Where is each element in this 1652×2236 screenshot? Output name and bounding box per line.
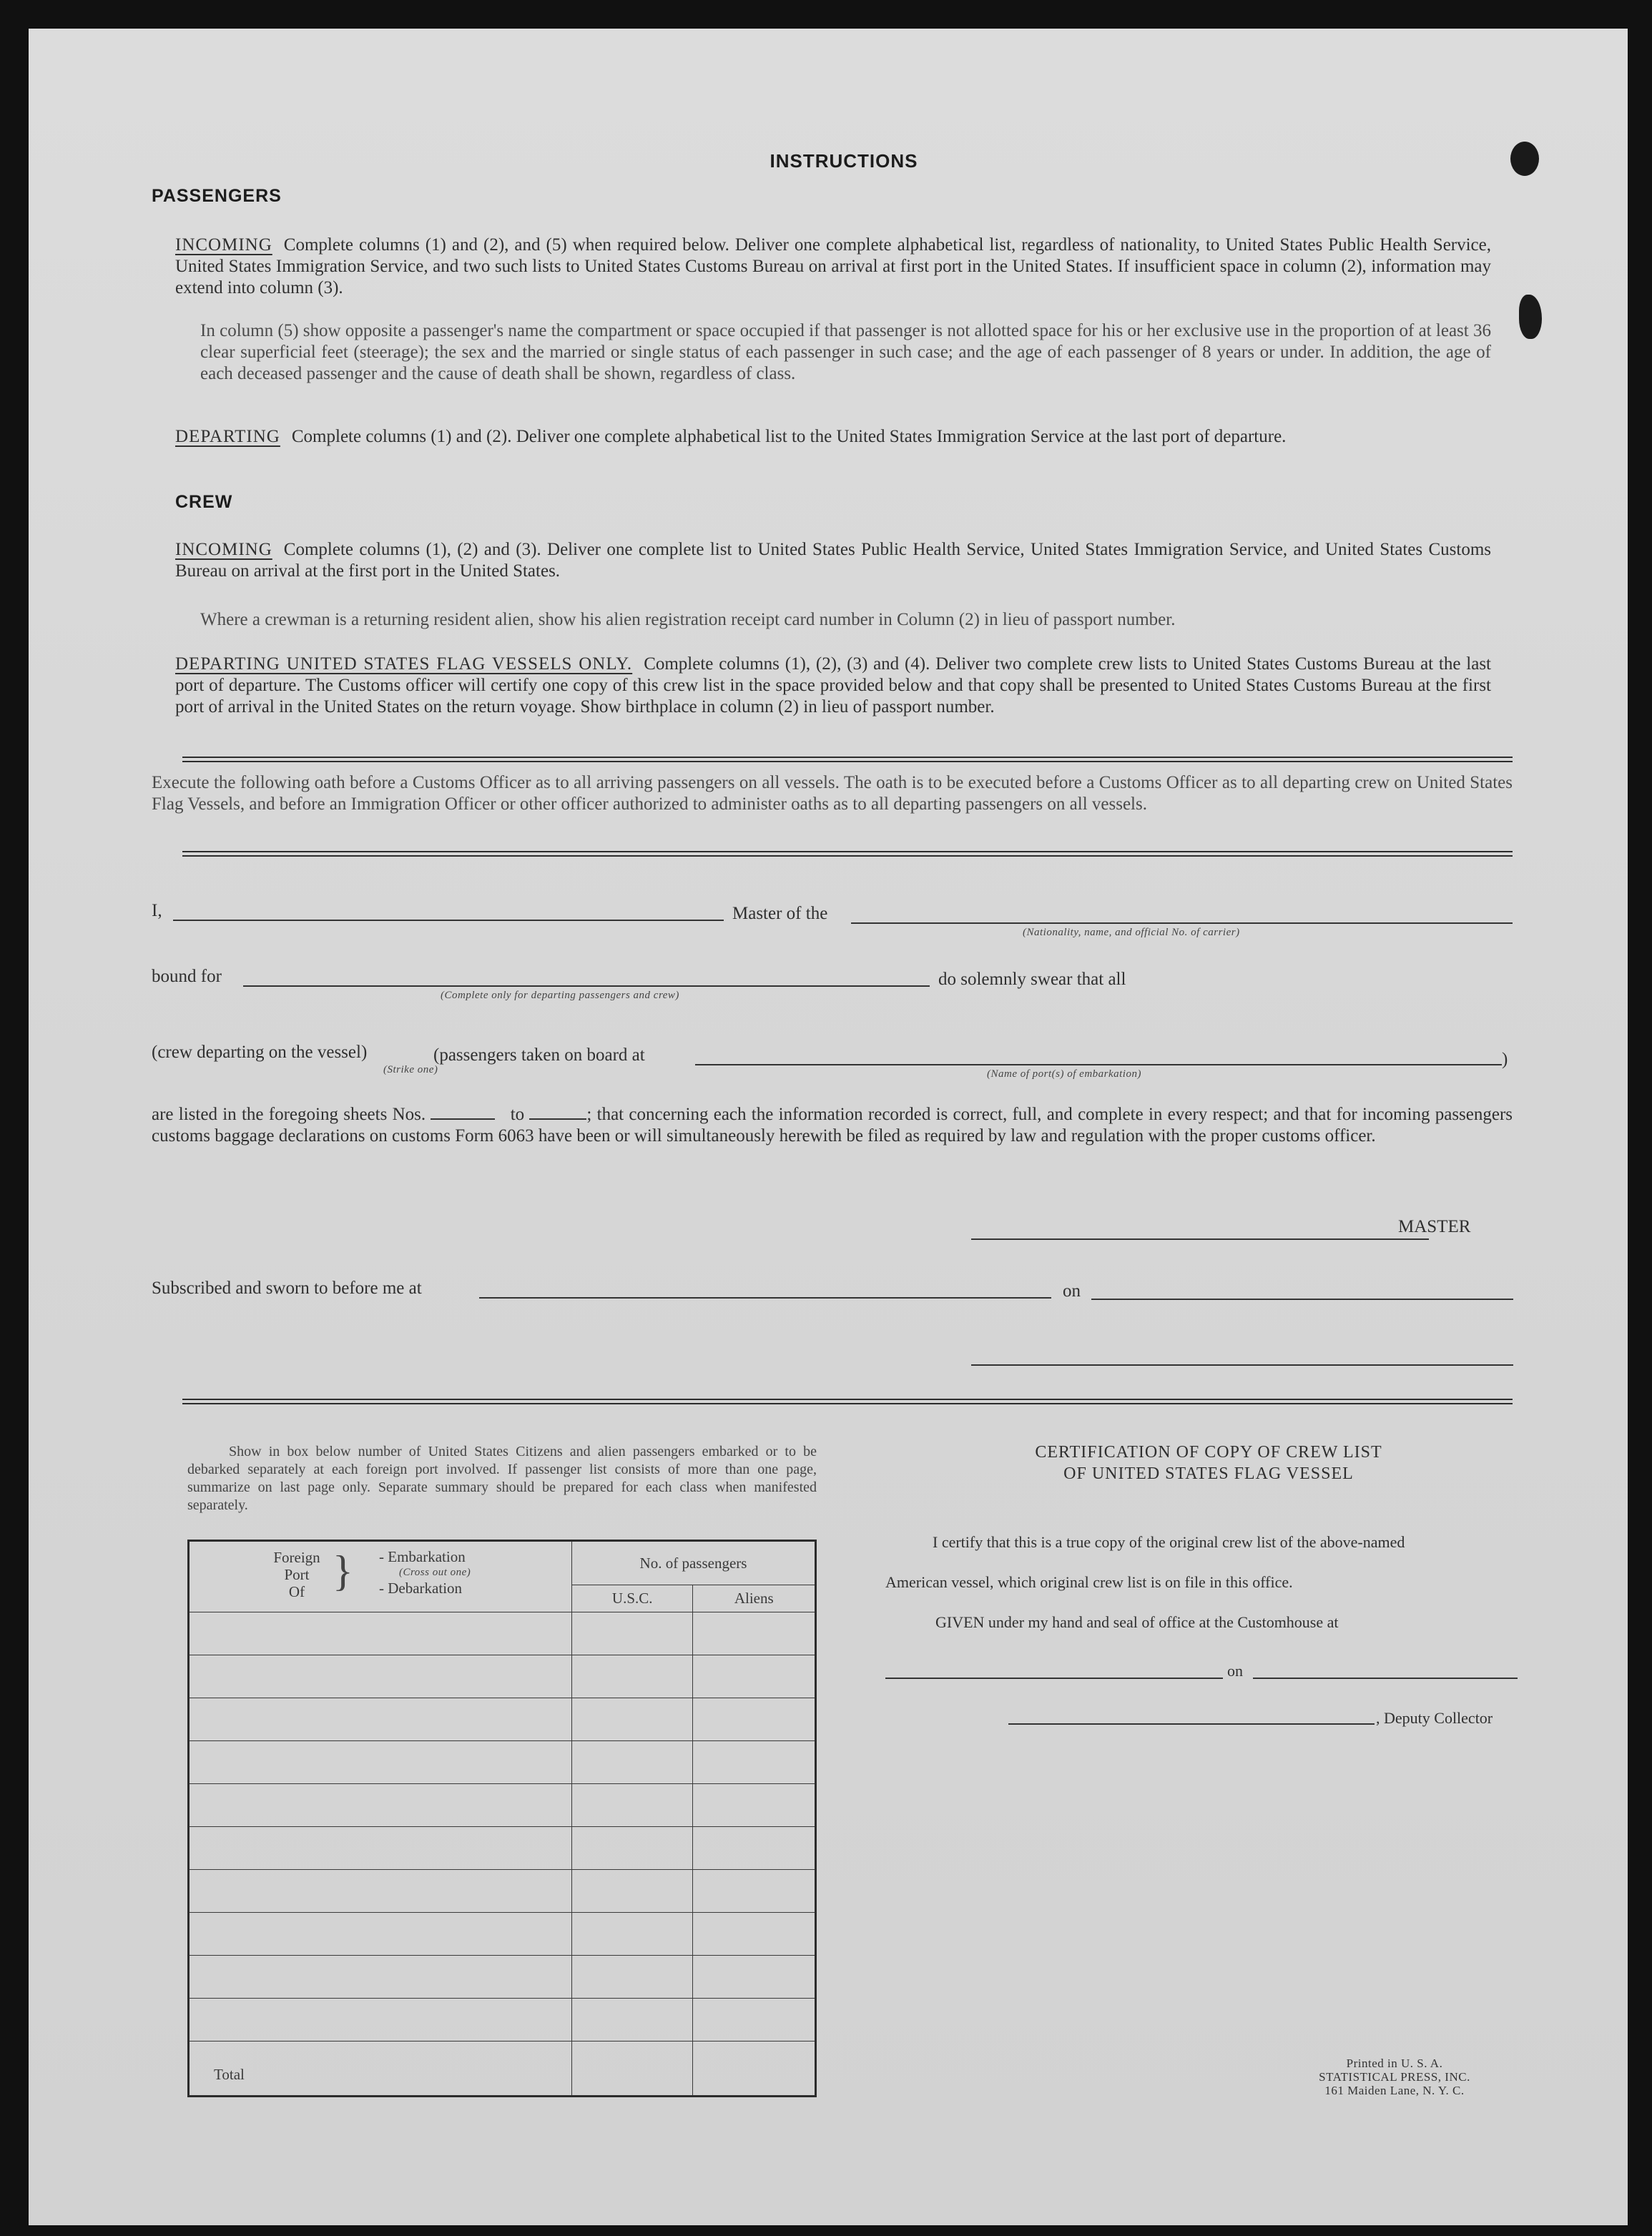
divider-rule bbox=[182, 851, 1513, 852]
certify-line3: GIVEN under my hand and seal of office at the Customhouse at bbox=[935, 1613, 1339, 1631]
crew-heading: CREW bbox=[175, 492, 233, 512]
master-label: MASTER bbox=[1398, 1217, 1471, 1236]
summary-instruction: Show in box below number of United States Citizens and alien passengers embarked or to be debarked separately at each foreign port involved. If passenger list consists of more than one page, summarize on last page only. Separate summary should be prepared for each class when manifested separately. bbox=[187, 1444, 817, 1513]
divider-rule bbox=[182, 757, 1513, 758]
passengers-incoming-paragraph bbox=[175, 235, 1491, 299]
passengers-incoming-text: Complete columns (1) and (2), and (5) when required below. Deliver one complete alphabetical list, regardless of nationality, to United States Public Health Service, United States Immigration Service, and two such lists to United States Customs Bureau on arrival at first port in the United States. If insufficient space in column (2), information may extend into column (3). bbox=[175, 235, 1491, 297]
crew-incoming-note: Where a crewman is a returning resident alien, show his alien registration receipt card number in Column (2) in lieu of passport number. bbox=[200, 610, 1176, 629]
usc-cell[interactable] bbox=[571, 1999, 693, 2042]
usc-cell[interactable] bbox=[571, 1612, 693, 1655]
aliens-total-cell[interactable] bbox=[693, 2042, 816, 2097]
embarkation-option[interactable]: - Embarkation bbox=[379, 1548, 466, 1565]
certification-title bbox=[951, 1442, 1466, 1484]
port-cell[interactable] bbox=[189, 1612, 572, 1655]
officer-signature-field[interactable] bbox=[971, 1364, 1513, 1366]
cross-out-caption: (Cross out one) bbox=[399, 1567, 471, 1578]
ink-blot bbox=[1519, 295, 1542, 339]
port-cell[interactable] bbox=[189, 1999, 572, 2042]
crew-incoming-text: Complete columns (1), (2) and (3). Deliver one complete list to United States Public Health Service, United States Immigration Service, and United States Customs Bureau on arrival at the first port in the United States. bbox=[175, 540, 1491, 581]
usc-cell[interactable] bbox=[571, 1784, 693, 1827]
certify-date-field[interactable] bbox=[1253, 1678, 1518, 1679]
oath-instruction: Execute the following oath before a Customs Officer as to all arriving passengers on all vessels. The oath is to be executed before a Customs Officer as to all departing crew on United States Flag Vessels, and before an Immigration Officer or other officer authorized to administer oaths as to all departing passengers on all vessels. bbox=[152, 773, 1513, 814]
port-cell[interactable] bbox=[189, 1784, 572, 1827]
usc-cell[interactable] bbox=[571, 1870, 693, 1913]
nationality-caption: (Nationality, name, and official No. of carrier) bbox=[1023, 927, 1240, 938]
port-cell[interactable] bbox=[189, 1698, 572, 1741]
aliens-cell[interactable] bbox=[693, 1698, 816, 1741]
oath-statement: are listed in the foregoing sheets Nos. to ; that concerning each the information recorded is correct, full, and complete in every respect; and that for incoming passengers customs baggage declarations on customs Form 6063 have been or will simultaneously herewith be filed as required by law and regulation with the proper customs officer. bbox=[152, 1105, 1513, 1146]
aliens-cell[interactable] bbox=[693, 1612, 816, 1655]
sworn-date-field[interactable] bbox=[1091, 1299, 1513, 1300]
debarkation-option[interactable]: - Debarkation bbox=[379, 1580, 463, 1597]
crew-incoming-label: INCOMING bbox=[175, 540, 272, 559]
port-label: Port bbox=[284, 1566, 310, 1583]
brace-icon: } bbox=[333, 1547, 353, 1595]
usc-cell[interactable] bbox=[571, 1741, 693, 1784]
ink-blot bbox=[1510, 142, 1539, 176]
bound-for-field[interactable] bbox=[243, 985, 930, 987]
bound-for-caption: (Complete only for departing passengers and crew) bbox=[441, 990, 679, 1001]
carrier-field[interactable] bbox=[851, 922, 1513, 924]
aliens-cell[interactable] bbox=[693, 1827, 816, 1870]
certify-line1: I certify that this is a true copy of the original crew list of the above-named bbox=[933, 1533, 1405, 1551]
port-header-cell bbox=[189, 1541, 572, 1612]
certify-on-label: on bbox=[1227, 1662, 1243, 1680]
usc-cell[interactable] bbox=[571, 1655, 693, 1698]
divider-rule bbox=[182, 761, 1513, 762]
page-title: INSTRUCTIONS bbox=[770, 150, 918, 172]
crew-departing-label: DEPARTING UNITED STATES FLAG VESSELS ONLY. bbox=[175, 654, 633, 674]
usc-cell[interactable] bbox=[571, 1913, 693, 1956]
port-cell[interactable] bbox=[189, 1741, 572, 1784]
passengers-taken-option[interactable]: (passengers taken on board at bbox=[433, 1045, 645, 1065]
crew-departing-option[interactable]: (crew departing on the vessel) bbox=[152, 1043, 368, 1062]
passengers-departing-paragraph bbox=[175, 426, 1491, 448]
no-passengers-header: No. of passengers bbox=[571, 1541, 815, 1585]
subscribed-label: Subscribed and sworn to before me at bbox=[152, 1279, 422, 1298]
printer-line1: Printed in U. S. A. bbox=[1346, 2057, 1443, 2070]
close-paren: ) bbox=[1502, 1050, 1508, 1069]
aliens-cell[interactable] bbox=[693, 1741, 816, 1784]
strike-one-caption: (Strike one) bbox=[383, 1064, 438, 1075]
passengers-incoming-label: INCOMING bbox=[175, 235, 272, 255]
sworn-on-label: on bbox=[1063, 1281, 1081, 1301]
aliens-header: Aliens bbox=[693, 1585, 816, 1612]
usc-cell[interactable] bbox=[571, 1827, 693, 1870]
printer-line3: 161 Maiden Lane, N. Y. C. bbox=[1324, 2084, 1465, 2097]
deputy-signature-field[interactable] bbox=[1008, 1723, 1375, 1725]
usc-cell[interactable] bbox=[571, 1956, 693, 1999]
aliens-cell[interactable] bbox=[693, 1655, 816, 1698]
port-cell[interactable] bbox=[189, 1655, 572, 1698]
total-label: Total bbox=[214, 2066, 245, 2083]
divider-rule bbox=[182, 1403, 1513, 1404]
sheet-to-field[interactable] bbox=[529, 1104, 586, 1120]
master-of-the-label: Master of the bbox=[732, 904, 828, 923]
customhouse-field[interactable] bbox=[885, 1678, 1223, 1679]
printer-line2: STATISTICAL PRESS, INC. bbox=[1319, 2070, 1470, 2084]
master-name-field[interactable] bbox=[173, 920, 724, 921]
usc-total-cell[interactable] bbox=[571, 2042, 693, 2097]
printer-imprint bbox=[1287, 2057, 1502, 2097]
usc-cell[interactable] bbox=[571, 1698, 693, 1741]
certification-title-line1: CERTIFICATION OF COPY OF CREW LIST bbox=[1035, 1443, 1382, 1462]
sworn-place-field[interactable] bbox=[479, 1297, 1051, 1299]
of-label: Of bbox=[288, 1583, 305, 1600]
port-cell[interactable] bbox=[189, 1827, 572, 1870]
passengers-heading: PASSENGERS bbox=[152, 186, 282, 206]
aliens-cell[interactable] bbox=[693, 1784, 816, 1827]
port-caption: (Name of port(s) of embarkation) bbox=[987, 1068, 1141, 1080]
solemnly-swear-label: do solemnly swear that all bbox=[938, 970, 1126, 989]
form-sheet bbox=[29, 29, 1628, 2225]
master-signature-field[interactable] bbox=[971, 1238, 1429, 1240]
total-label-cell bbox=[189, 2042, 572, 2097]
deputy-collector-label: , Deputy Collector bbox=[1376, 1709, 1493, 1727]
certification-title-line2: OF UNITED STATES FLAG VESSEL bbox=[1063, 1464, 1354, 1483]
embarkation-port-field[interactable] bbox=[695, 1064, 1502, 1065]
certify-line2: American vessel, which original crew list is on file in this office. bbox=[885, 1573, 1293, 1591]
aliens-cell[interactable] bbox=[693, 1956, 816, 1999]
aliens-cell[interactable] bbox=[693, 1913, 816, 1956]
foreign-label: Foreign bbox=[273, 1549, 320, 1566]
port-cell[interactable] bbox=[189, 1956, 572, 1999]
passengers-departing-text: Complete columns (1) and (2). Deliver one complete alphabetical list to the United States Immigration Service at the last port of departure. bbox=[291, 427, 1287, 446]
port-cell[interactable] bbox=[189, 1913, 572, 1956]
passengers-departing-label: DEPARTING bbox=[175, 427, 280, 446]
passengers-incoming-note: In column (5) show opposite a passenger's name the compartment or space occupied if that passenger is not allotted space for his or her exclusive use in the proportion of at least 36 clear superficial feet (steerage); the sex and the married or single status of each passenger in such case; and the age of each passenger of 8 years or under. In addition, the age of each deceased passenger and the cause of death shall be shown, regardless of class. bbox=[200, 321, 1491, 383]
crew-departing-text: Complete columns (1), (2), (3) and (4). Deliver two complete crew lists to United States Customs Bureau at the last port of departure. The Customs officer will certify one copy of this crew list in the space provided below and that copy shall be presented to United States Customs Bureau at the first port of arrival in the United States on the return voyage. Show birthplace in column (2) in lieu of passport number. bbox=[175, 654, 1491, 716]
crew-departing-paragraph bbox=[175, 654, 1491, 718]
divider-rule bbox=[182, 855, 1513, 857]
sheet-from-field[interactable] bbox=[431, 1104, 495, 1120]
port-cell[interactable] bbox=[189, 1870, 572, 1913]
usc-header: U.S.C. bbox=[571, 1585, 693, 1612]
divider-rule bbox=[182, 1399, 1513, 1400]
oath-i-label: I, bbox=[152, 901, 162, 920]
aliens-cell[interactable] bbox=[693, 1999, 816, 2042]
bound-for-label: bound for bbox=[152, 967, 222, 986]
aliens-cell[interactable] bbox=[693, 1870, 816, 1913]
passenger-summary-table bbox=[187, 1540, 817, 2097]
crew-incoming-paragraph bbox=[175, 539, 1491, 582]
